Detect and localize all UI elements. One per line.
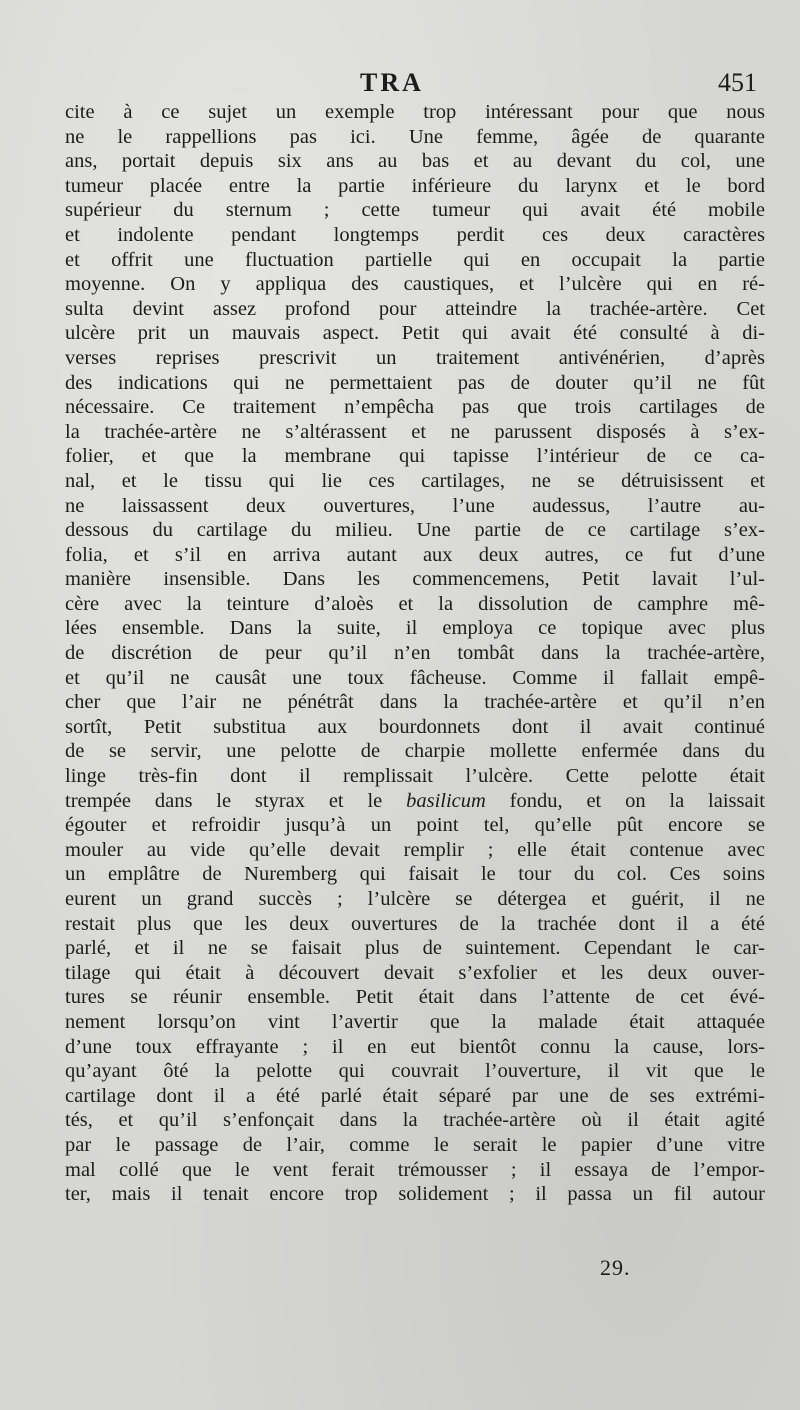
text-line: par le passage de l’air, comme le serait le papier d’une vitre bbox=[65, 1133, 765, 1156]
text-line: ne laissassent deux ouvertures, l’une audessus, l’autre au- bbox=[65, 494, 765, 517]
text-line: nal, et le tissu qui lie ces cartilages, ne se détruisissent et bbox=[65, 469, 765, 492]
text-line: nement lorsqu’on vint l’avertir que la malade était attaquée bbox=[65, 1010, 765, 1033]
text-line: folier, et que la membrane qui tapisse l’intérieur de ce ca- bbox=[65, 445, 765, 468]
text-line: un emplâtre de Nuremberg qui faisait le tour du col. Ces soins bbox=[65, 863, 765, 886]
text-line: d’une toux effrayante ; il en eut bientôt connu la cause, lors- bbox=[65, 1035, 765, 1058]
text-line: et offrit une fluctuation partielle qui en occupait la partie bbox=[65, 248, 765, 271]
running-head: TRA bbox=[360, 68, 424, 97]
text-line: de discrétion de peur qu’il n’en tombât dans la trachée-artère, bbox=[65, 642, 765, 665]
text-line: ter, mais il tenait encore trop solidement ; il passa un fil autour bbox=[65, 1183, 765, 1206]
body-text bbox=[65, 100, 765, 1207]
text-line: supérieur du sternum ; cette tumeur qui avait été mobile bbox=[65, 199, 765, 222]
page-header bbox=[0, 60, 800, 100]
text-line: mouler au vide qu’elle devait remplir ; elle était contenue avec bbox=[65, 838, 765, 861]
text-line: cher que l’air ne pénétrât dans la trachée-artère et qu’il n’en bbox=[65, 691, 765, 714]
text-line: sulta devint assez profond pour atteindre la trachée-artère. Cet bbox=[65, 297, 765, 320]
text-line: qu’ayant ôté la pelotte qui couvrait l’ouverture, il vit que le bbox=[65, 1060, 765, 1083]
text-line: dessous du cartilage du milieu. Une partie de ce cartilage s’ex- bbox=[65, 519, 765, 542]
text-line: manière insensible. Dans les commencemens, Petit lavait l’ul- bbox=[65, 568, 765, 591]
text-line: égouter et refroidir jusqu’à un point tel, qu’elle pût encore se bbox=[65, 814, 765, 837]
text-line: tés, et qu’il s’enfonçait dans la trachée-artère où il était agité bbox=[65, 1109, 765, 1132]
text-line: linge très-fin dont il remplissait l’ulcère. Cette pelotte était bbox=[65, 765, 765, 788]
text-line: cère avec la teinture d’aloès et la dissolution de camphre mê- bbox=[65, 592, 765, 615]
text-line: folia, et s’il en arriva autant aux deux autres, ce fut d’une bbox=[65, 543, 765, 566]
text-line: la trachée-artère ne s’altérassent et ne parussent disposés à s’ex- bbox=[65, 420, 765, 443]
text-line: cite à ce sujet un exemple trop intéressant pour que nous bbox=[65, 101, 765, 123]
text-line: verses reprises prescrivit un traitement antivénérien, d’après bbox=[65, 346, 765, 369]
text-line: tilage qui était à découvert devait s’exfolier et les deux ouver- bbox=[65, 961, 765, 984]
text-line: ulcère prit un mauvais aspect. Petit qui avait été consulté à di- bbox=[65, 322, 765, 345]
text-line: restait plus que les deux ouvertures de la trachée dont il a été bbox=[65, 912, 765, 935]
page-number: 451 bbox=[718, 68, 757, 97]
text-line: eurent un grand succès ; l’ulcère se détergea et guérit, il ne bbox=[65, 888, 765, 910]
text-line: lées ensemble. Dans la suite, il employa ce topique avec plus bbox=[65, 617, 765, 640]
text-line: et indolente pendant longtemps perdit ces deux caractères bbox=[65, 223, 765, 246]
text-line: tumeur placée entre la partie inférieure du larynx et le bord bbox=[65, 174, 765, 197]
text-line: tures se réunir ensemble. Petit était dans l’attente de cet évé- bbox=[65, 986, 765, 1009]
text-line: et qu’il ne causât une toux fâcheuse. Comme il fallait empê- bbox=[65, 666, 765, 689]
italic-term: basilicum bbox=[406, 789, 486, 812]
text-line: moyenne. On y appliqua des caustiques, et l’ulcère qui en ré- bbox=[65, 273, 765, 296]
text-line: sortît, Petit substitua aux bourdonnets dont il avait continué bbox=[65, 715, 765, 738]
text-line: mal collé que le vent ferait trémousser ; il essaya de l’empor- bbox=[65, 1158, 765, 1181]
signature-mark: 29. bbox=[600, 1255, 631, 1280]
text-line: nécessaire. Ce traitement n’empêcha pas que trois cartilages de bbox=[65, 396, 765, 419]
text-line: parlé, et il ne se faisait plus de suintement. Cependant le car- bbox=[65, 937, 765, 960]
text-line: cartilage dont il a été parlé était séparé par une de ses extrémi- bbox=[65, 1084, 765, 1107]
text-line: de se servir, une pelotte de charpie mollette enfermée dans du bbox=[65, 740, 765, 763]
text-line: ne le rappellions pas ici. Une femme, âgée de quarante bbox=[65, 125, 765, 148]
text-line: trempée dans le styrax et le basilicum fondu, et on la laissait bbox=[65, 789, 765, 812]
text-line: des indications qui ne permettaient pas de douter qu’il ne fût bbox=[65, 371, 765, 394]
text-line: ans, portait depuis six ans au bas et au devant du col, une bbox=[65, 150, 765, 173]
